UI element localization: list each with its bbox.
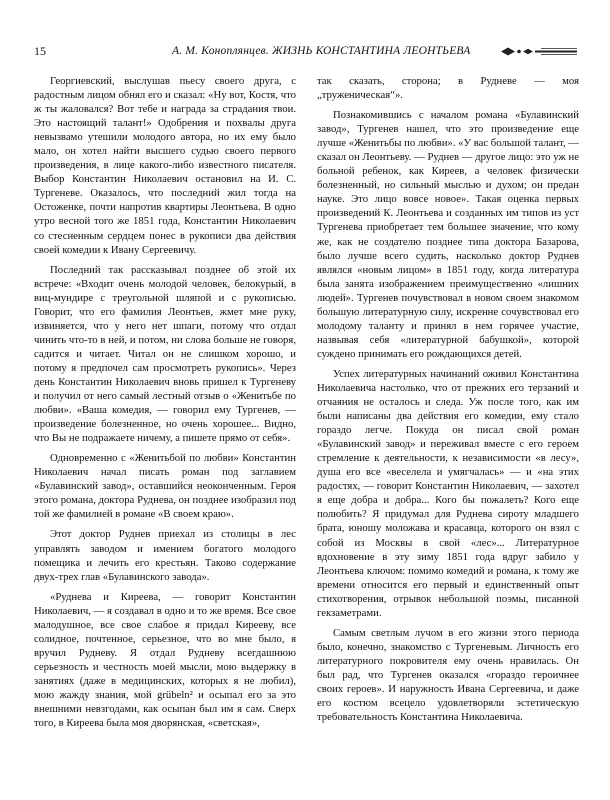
paragraph: Последний так рассказывал позднее об этой их встрече: «Входит очень молодой человек, белокурый, в виц-мундире с треугольной шляпой и с рукописью. Говорит, что его фамилия Леонтьев, жмет мне руку, извиняется, что у него нет шпаги, потому что отдал чинить что-то в ней, и потом, ни слова больше не говоря, садится и читает. Читал он не слишком хорошо, и потому я предпочел сам просмотреть рукопись». Через день Константин Николаевич вновь пришел к Тургеневу и получил от него самый лестный отзыв о «Женитьбе по любви». «Ваша комедия, — говорил ему Тургенев, — произведение болезненное, но очень хорошее... Видно, что Вы не подражаете ничему, а пишете прямо от себя».	[34, 263, 296, 445]
running-head: А. М. Коноплянцев. ЖИЗНЬ КОНСТАНТИНА ЛЕОНТЬЕВА	[172, 45, 471, 57]
paragraph: Этот доктор Руднев приехал из столицы в лес управлять заводом и имением богатого молодого помещика и лечить его крестьян. Таково содержание двух-трех глав «Булавинского завода».	[34, 528, 296, 583]
decorative-flourish-icon	[497, 45, 579, 58]
left-column	[34, 74, 296, 730]
paragraph: Одновременно с «Женитьбой по любви» Константин Николаевич начал писать роман под заглавием «Булавинский завод», оставшийся неоконченным. Героя этого романа, доктора Руднева, он позднее изобразил под той же фамилией в романе «В своем краю».	[34, 452, 296, 521]
paragraph: Успех литературных начинаний оживил Константина Николаевича настолько, что от прежних его терзаний и отчаяния не осталось и следа. Уж после того, как им были написаны два действия его комедии, ему стало гораздо легче. Покуда он писал свой роман «Булавинский завод» и переживал вместе с его героем стремление к деятельности, к независимости «в лесу», душа его все «веселела и умягчалась» — и «на этих радостях, — говорит Константин Николаевич, — захотел я еще добра и добра... Кого бы пожалеть? Кого еще полюбить? Я придумал для Руднева сироту младшего брата, юношу моложава и красавца, которого он взял с собой из Москвы в свой «лес»... Литературное вдохновение в эту зиму 1851 года вдруг забило у Леонтьева ключом: помимо комедий и романа, к тому же времени относится его первый и единственный опыт стихотворения, отрывок небольшой поэмы, писанной гекзаметрами.	[317, 367, 579, 619]
paragraph: «Руднева и Киреева, — говорит Константин Николаевич, — я создавал в одно и то же время. Все свое малодушное, все свое слабое я придал Кирееву, все солидное, почтенное, серьезное, что во мне было, я вручил Рудневу. Я отдал Рудневу всегдашнюю серьезность и честность моей мысли, мою выдержку в занятиях (даже в медицинских, которых я не любил), мою жажду знания, мой grübeln² и осыпал его за это внешними невзгодами, как осыпан был им я сам. Сверх того, в Киреева была моя дворянская, «светская»,	[34, 590, 296, 730]
page-header	[34, 44, 579, 60]
paragraph: Самым светлым лучом в его жизни этого периода было, конечно, знакомство с Тургеневым. Личность его литературного покровителя ему очень нравилась. Он был рад, что Тургенев оказался «гораздо героичнее своих героев». И наружность Ивана Сергеевича, и даже его костюм всецело удовлетворяли эстетическую требовательность Константина Николаевича.	[317, 626, 579, 724]
paragraph-continued: так сказать, сторона; в Рудневе — моя „труженическая“».	[317, 75, 579, 102]
page-number: 15	[34, 44, 46, 58]
right-column	[317, 74, 579, 730]
text-columns	[34, 74, 579, 730]
paragraph: Познакомившись с началом романа «Булавинский завод», Тургенев нашел, что это произведение еще лучше «Женитьбы по любви». «У вас большой талант, — сказал он Леонтьеву. — Руднев — другое лицо: это уж не больной ребенок, как Киреев, а человек физически болезненный, но сильный мыслью и духом; он предан науке. Это лицо вовсе новое». Такая оценка первых произведений К. Леонтьева и созданных им типов из уст Тургенева приобретает тем большее значение, что кому же, как не создателю позднее типа доктора Базарова, было лучше всего судить, насколько доктор Руднев являлся «новым лицом» в 1851 году, когда литература была занята изображением преимущественно «лишних людей». Тургенев почувствовал в новом своем знакомом большую литературную силу, искренне сочувствовал его молодому таланту и принял в нем горячее участие, назвывая себя «литературной бабушкой», которой суждено принимать его рождающихся детей.	[317, 109, 579, 360]
paragraph: Георгиевский, выслушав пьесу своего друга, с радостным лицом обнял его и сказал: «Ну вот, Костя, что ж ты жаловался? Вот тебе и награда за страдания твои. Это настоящий талант!» Одобрения и похвалы друга невызвамо утешили молодого автора, но их ему было мало, он хотел найти высшего судью своего первого произведения, в лице какого-либо известного писателя. Выбор Константин Николаевич остановил на И. С. Тургеневе. Оказалось, что последний жил тогда на Остоженке, почти напротив квартиры Леонтьева. В одно утро весной того же 1851 года, Константин Николаевич со стесненным сердцем понес в рукописи два действия своей комедии к Ивану Сергеевичу.	[34, 75, 296, 256]
